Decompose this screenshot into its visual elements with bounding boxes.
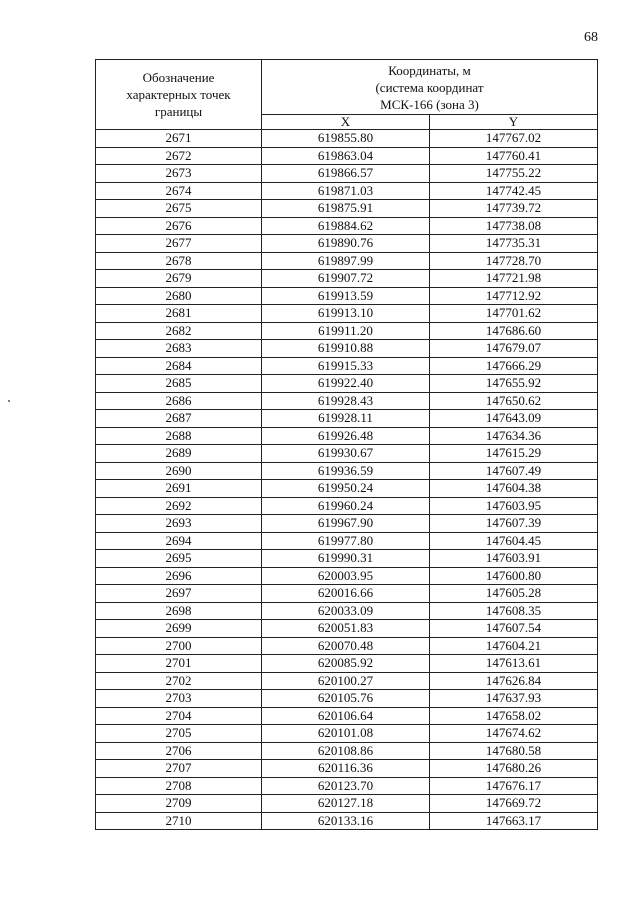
point-number-cell: 2679 (96, 270, 262, 288)
point-number-cell: 2674 (96, 182, 262, 200)
x-coordinate-cell: 619911.20 (262, 322, 430, 340)
x-coordinate-cell: 619875.91 (262, 200, 430, 218)
x-coordinate-cell: 619855.80 (262, 130, 430, 148)
x-coordinate-cell: 619897.99 (262, 252, 430, 270)
x-coordinate-cell: 620133.16 (262, 812, 430, 830)
x-coordinate-cell: 619930.67 (262, 445, 430, 463)
y-coordinate-cell: 147615.29 (430, 445, 598, 463)
table-row (96, 340, 598, 358)
page-number: 68 (584, 30, 598, 45)
table-row (96, 427, 598, 445)
x-coordinate-cell: 620127.18 (262, 795, 430, 813)
table-row (96, 532, 598, 550)
point-number-cell: 2695 (96, 550, 262, 568)
point-number-cell: 2693 (96, 515, 262, 533)
point-number-cell: 2710 (96, 812, 262, 830)
y-coordinate-cell: 147680.58 (430, 742, 598, 760)
table-row (96, 410, 598, 428)
y-coordinate-cell: 147679.07 (430, 340, 598, 358)
point-number-cell: 2672 (96, 147, 262, 165)
point-number-cell: 2690 (96, 462, 262, 480)
table-row (96, 270, 598, 288)
point-number-cell: 2671 (96, 130, 262, 148)
point-number-cell: 2698 (96, 602, 262, 620)
y-coordinate-cell: 147613.61 (430, 655, 598, 673)
x-coordinate-cell: 619890.76 (262, 235, 430, 253)
x-coordinate-cell: 619926.48 (262, 427, 430, 445)
table-row (96, 602, 598, 620)
point-number-cell: 2692 (96, 497, 262, 515)
x-column-header: X (262, 115, 430, 130)
x-coordinate-cell: 619950.24 (262, 480, 430, 498)
y-coordinate-cell: 147643.09 (430, 410, 598, 428)
y-coordinate-cell: 147626.84 (430, 672, 598, 690)
y-coordinate-cell: 147742.45 (430, 182, 598, 200)
table-row (96, 462, 598, 480)
y-coordinate-cell: 147604.38 (430, 480, 598, 498)
y-coordinate-cell: 147755.22 (430, 165, 598, 183)
x-coordinate-cell: 619967.90 (262, 515, 430, 533)
x-coordinate-cell: 620123.70 (262, 777, 430, 795)
table-row (96, 497, 598, 515)
x-coordinate-cell: 620051.83 (262, 620, 430, 638)
point-number-cell: 2678 (96, 252, 262, 270)
table-row (96, 182, 598, 200)
x-coordinate-cell: 619977.80 (262, 532, 430, 550)
y-coordinate-cell: 147676.17 (430, 777, 598, 795)
table-header (96, 60, 598, 130)
table-row (96, 165, 598, 183)
y-coordinate-cell: 147600.80 (430, 567, 598, 585)
x-coordinate-cell: 619928.11 (262, 410, 430, 428)
point-number-cell: 2685 (96, 375, 262, 393)
x-coordinate-cell: 619990.31 (262, 550, 430, 568)
point-number-cell: 2683 (96, 340, 262, 358)
x-coordinate-cell: 620106.64 (262, 707, 430, 725)
y-coordinate-cell: 147721.98 (430, 270, 598, 288)
table-row (96, 235, 598, 253)
table-row (96, 707, 598, 725)
table-row (96, 550, 598, 568)
point-number-cell: 2688 (96, 427, 262, 445)
table-row (96, 515, 598, 533)
x-coordinate-cell: 619913.10 (262, 305, 430, 323)
x-coordinate-cell: 619884.62 (262, 217, 430, 235)
table-row (96, 147, 598, 165)
y-coordinate-cell: 147603.95 (430, 497, 598, 515)
point-number-cell: 2708 (96, 777, 262, 795)
table-row (96, 585, 598, 603)
table-row (96, 777, 598, 795)
y-coordinate-cell: 147738.08 (430, 217, 598, 235)
y-coordinate-cell: 147650.62 (430, 392, 598, 410)
table-row (96, 760, 598, 778)
table-row (96, 445, 598, 463)
y-coordinate-cell: 147680.26 (430, 760, 598, 778)
table-row (96, 567, 598, 585)
point-number-cell: 2681 (96, 305, 262, 323)
x-coordinate-cell: 619936.59 (262, 462, 430, 480)
point-number-cell: 2706 (96, 742, 262, 760)
y-coordinate-cell: 147608.35 (430, 602, 598, 620)
y-coordinate-cell: 147760.41 (430, 147, 598, 165)
table-row (96, 322, 598, 340)
point-number-cell: 2696 (96, 567, 262, 585)
y-coordinate-cell: 147607.39 (430, 515, 598, 533)
point-number-cell: 2699 (96, 620, 262, 638)
x-coordinate-cell: 620116.36 (262, 760, 430, 778)
table-row (96, 305, 598, 323)
point-number-cell: 2705 (96, 725, 262, 743)
table-row (96, 725, 598, 743)
table-row (96, 742, 598, 760)
x-coordinate-cell: 619913.59 (262, 287, 430, 305)
stray-mark (8, 400, 10, 402)
point-number-cell: 2701 (96, 655, 262, 673)
y-coordinate-cell: 147767.02 (430, 130, 598, 148)
coordinates-header-line3: МСК-166 (зона 3) (380, 96, 479, 112)
x-coordinate-cell: 619928.43 (262, 392, 430, 410)
table-row (96, 655, 598, 673)
point-number-cell: 2707 (96, 760, 262, 778)
y-coordinate-cell: 147712.92 (430, 287, 598, 305)
y-coordinate-cell: 147603.91 (430, 550, 598, 568)
point-number-cell: 2691 (96, 480, 262, 498)
x-coordinate-cell: 620016.66 (262, 585, 430, 603)
y-column-header: Y (430, 115, 598, 130)
table-row (96, 357, 598, 375)
table-row (96, 672, 598, 690)
point-number-cell: 2697 (96, 585, 262, 603)
point-number-cell: 2702 (96, 672, 262, 690)
table-row (96, 620, 598, 638)
point-number-cell: 2677 (96, 235, 262, 253)
y-coordinate-cell: 147634.36 (430, 427, 598, 445)
point-number-cell: 2686 (96, 392, 262, 410)
x-coordinate-cell: 619922.40 (262, 375, 430, 393)
y-coordinate-cell: 147728.70 (430, 252, 598, 270)
point-number-cell: 2675 (96, 200, 262, 218)
table-row (96, 252, 598, 270)
x-coordinate-cell: 619871.03 (262, 182, 430, 200)
point-number-cell: 2700 (96, 637, 262, 655)
point-number-cell: 2694 (96, 532, 262, 550)
coordinates-header-line1: Координаты, м (388, 62, 471, 78)
table-row (96, 637, 598, 655)
table-row (96, 812, 598, 830)
x-coordinate-cell: 619960.24 (262, 497, 430, 515)
table-row (96, 690, 598, 708)
point-number-cell: 2680 (96, 287, 262, 305)
y-coordinate-cell: 147607.49 (430, 462, 598, 480)
table-row (96, 287, 598, 305)
table-row (96, 217, 598, 235)
y-coordinate-cell: 147604.45 (430, 532, 598, 550)
y-coordinate-cell: 147739.72 (430, 200, 598, 218)
y-coordinate-cell: 147666.29 (430, 357, 598, 375)
x-coordinate-cell: 619910.88 (262, 340, 430, 358)
x-coordinate-cell: 620101.08 (262, 725, 430, 743)
table-row (96, 200, 598, 218)
y-coordinate-cell: 147674.62 (430, 725, 598, 743)
table-row (96, 392, 598, 410)
y-coordinate-cell: 147637.93 (430, 690, 598, 708)
table-row (96, 480, 598, 498)
y-coordinate-cell: 147701.62 (430, 305, 598, 323)
table-row (96, 130, 598, 148)
y-coordinate-cell: 147735.31 (430, 235, 598, 253)
table-body (96, 130, 598, 830)
point-number-cell: 2689 (96, 445, 262, 463)
point-number-cell: 2684 (96, 357, 262, 375)
y-coordinate-cell: 147604.21 (430, 637, 598, 655)
x-coordinate-cell: 620085.92 (262, 655, 430, 673)
point-number-cell: 2673 (96, 165, 262, 183)
x-coordinate-cell: 620105.76 (262, 690, 430, 708)
y-coordinate-cell: 147686.60 (430, 322, 598, 340)
x-coordinate-cell: 619863.04 (262, 147, 430, 165)
x-coordinate-cell: 619907.72 (262, 270, 430, 288)
table-row (96, 375, 598, 393)
x-coordinate-cell: 620070.48 (262, 637, 430, 655)
coordinates-table (95, 59, 598, 830)
x-coordinate-cell: 620003.95 (262, 567, 430, 585)
table-row (96, 795, 598, 813)
coordinates-header-line2: (система координат (375, 79, 484, 95)
coordinates-header (262, 60, 598, 115)
x-coordinate-cell: 620100.27 (262, 672, 430, 690)
x-coordinate-cell: 620108.86 (262, 742, 430, 760)
y-coordinate-cell: 147658.02 (430, 707, 598, 725)
y-coordinate-cell: 147669.72 (430, 795, 598, 813)
y-coordinate-cell: 147655.92 (430, 375, 598, 393)
x-coordinate-cell: 619915.33 (262, 357, 430, 375)
point-designation-header: Обозначение характерных точек границы (96, 60, 262, 130)
point-number-cell: 2704 (96, 707, 262, 725)
point-number-cell: 2687 (96, 410, 262, 428)
x-coordinate-cell: 619866.57 (262, 165, 430, 183)
x-coordinate-cell: 620033.09 (262, 602, 430, 620)
y-coordinate-cell: 147607.54 (430, 620, 598, 638)
point-number-cell: 2676 (96, 217, 262, 235)
y-coordinate-cell: 147663.17 (430, 812, 598, 830)
point-number-cell: 2682 (96, 322, 262, 340)
point-number-cell: 2703 (96, 690, 262, 708)
point-number-cell: 2709 (96, 795, 262, 813)
y-coordinate-cell: 147605.28 (430, 585, 598, 603)
